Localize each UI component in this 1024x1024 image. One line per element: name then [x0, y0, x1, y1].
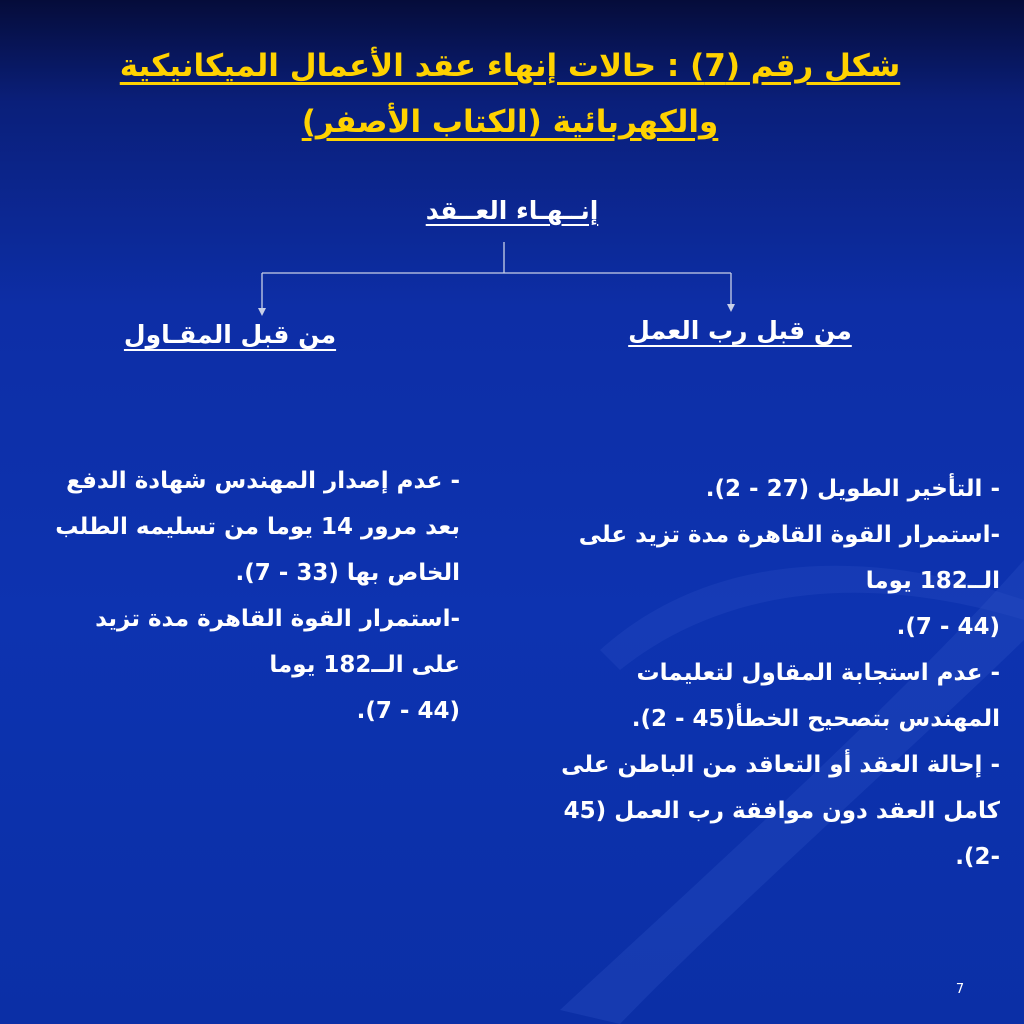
list-item: -استمرار القوة القاهرة مدة تزيد على الــ182 يوما — [578, 522, 1000, 594]
slide-title-line1: شكل رقم (7) : حالات إنهاء عقد الأعمال الميكانيكية — [119, 48, 901, 84]
list-item: - التأخير الطويل (27 - 2). — [705, 476, 1000, 502]
list-item: - إحالة العقد أو التعاقد من الباطن على كامل العقد دون موافقة رب العمل (45 -2). — [561, 752, 1000, 870]
branch-employer-label: من قبل رب العمل — [628, 316, 852, 345]
arrow-head-contractor — [258, 308, 266, 316]
list-item: - عدم استجابة المقاول لتعليمات المهندس بتصحيح الخطأ(45 - 2). — [631, 660, 1000, 732]
slide-number: 7 — [955, 982, 965, 997]
list-item: - عدم إصدار المهندس شهادة الدفع بعد مرور 14 يوما من تسليمه الطلب الخاص بها (33 - 7). — [55, 468, 460, 586]
slide-title-line2: والكهربائية (الكتاب الأصفر) — [301, 104, 719, 140]
list-item: (44 - 7). — [356, 698, 460, 724]
branch-contractor-label: من قبل المقـاول — [123, 320, 337, 349]
arrow-head-owner — [727, 304, 735, 312]
list-item: -استمرار القوة القاهرة مدة تزيد على الــ182 يوما — [95, 606, 460, 678]
contractor-termination-list — [40, 458, 460, 734]
diagram-root-node: إنــهـاء العــقد — [425, 196, 599, 225]
list-item: (44 - 7). — [896, 614, 1000, 640]
employer-termination-list — [540, 466, 1000, 880]
